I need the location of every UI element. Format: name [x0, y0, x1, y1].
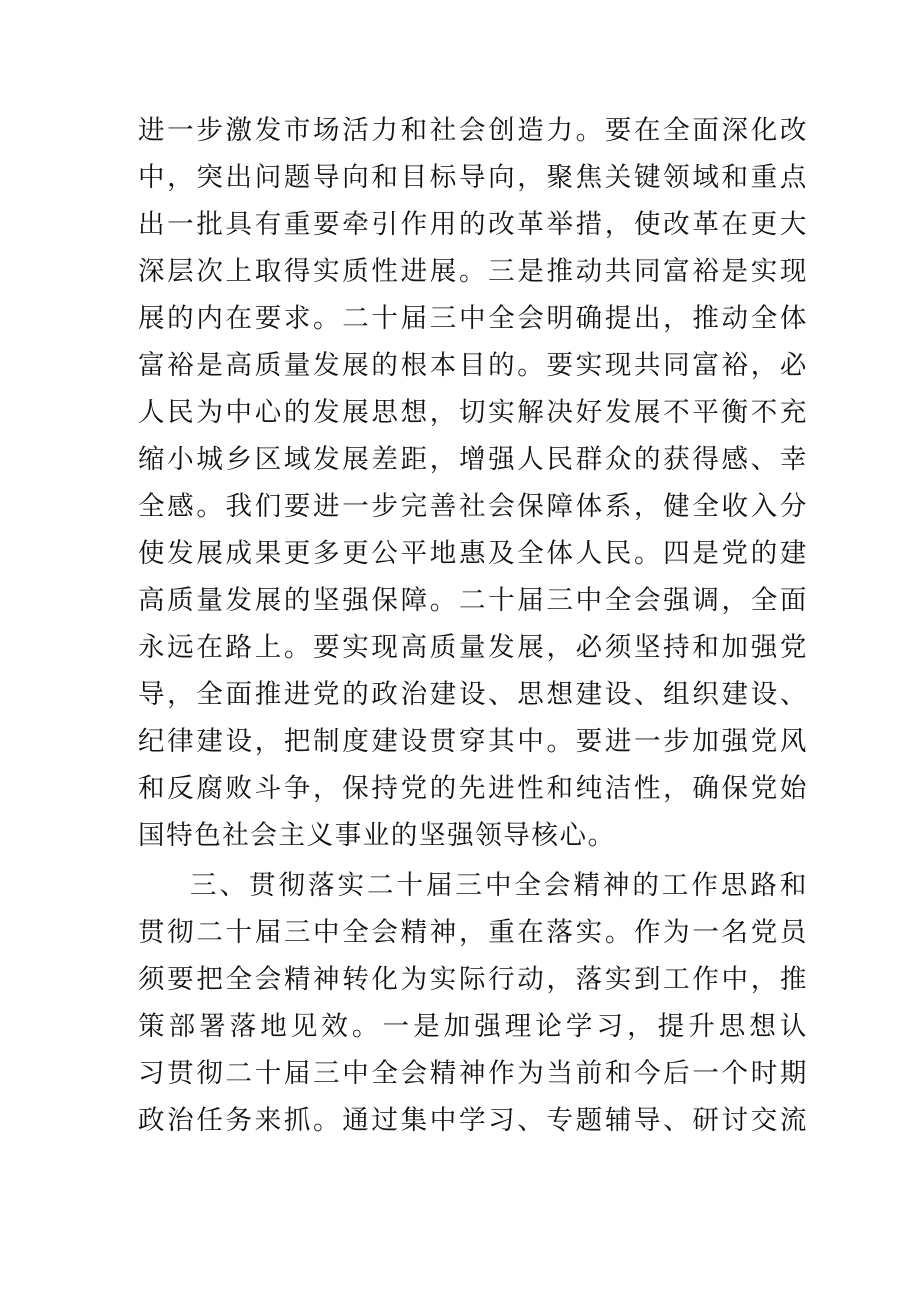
- text-line: 富裕是高质量发展的根本目的。要实现共同富裕，必: [138, 350, 808, 381]
- text-line: 永远在路上。要实现高质量发展，必须坚持和加强党: [138, 632, 808, 663]
- text-line: 使发展成果更多更公平地惠及全体人民。四是党的建: [138, 538, 808, 569]
- text-line: 须要把全会精神转化为实际行动，落实到工作中，推: [138, 964, 808, 995]
- text-line: 习贯彻二十届三中全会精神作为当前和今后一个时期: [138, 1058, 808, 1089]
- text-line: 展的内在要求。二十届三中全会明确提出，推动全体: [138, 303, 808, 334]
- text-line: 和反腐败斗争，保持党的先进性和纯洁性，确保党始: [138, 773, 808, 804]
- text-line: 高质量发展的坚强保障。二十届三中全会强调，全面: [138, 585, 808, 616]
- text-line: 导，全面推进党的政治建设、思想建设、组织建设、: [138, 679, 808, 710]
- text-line: 纪律建设，把制度建设贯穿其中。要进一步加强党风: [138, 726, 808, 757]
- text-line: 出一批具有重要牵引作用的改革举措，使改革在更大: [138, 209, 808, 240]
- text-line: 贯彻二十届三中全会精神，重在落实。作为一名党员: [138, 917, 808, 948]
- section-heading-line: 三、贯彻落实二十届三中全会精神的工作思路和: [190, 870, 808, 901]
- text-line: 进一步激发市场活力和社会创造力。要在全面深化改: [138, 115, 808, 146]
- text-line: 深层次上取得实质性进展。三是推动共同富裕是实现: [138, 256, 808, 287]
- text-line: 策部署落地见效。一是加强理论学习，提升思想认: [138, 1011, 808, 1042]
- text-line: 缩小城乡区域发展差距，增强人民群众的获得感、幸: [138, 444, 808, 475]
- text-line: 人民为中心的发展思想，切实解决好发展不平衡不充: [138, 397, 808, 428]
- text-line: 全感。我们要进一步完善社会保障体系，健全收入分: [138, 491, 808, 522]
- text-line: 中，突出问题导向和目标导向，聚焦关键领域和重点: [138, 162, 808, 193]
- text-line: 国特色社会主义事业的坚强领导核心。: [138, 820, 616, 851]
- text-line: 政治任务来抓。通过集中学习、专题辅导、研讨交流: [138, 1105, 808, 1136]
